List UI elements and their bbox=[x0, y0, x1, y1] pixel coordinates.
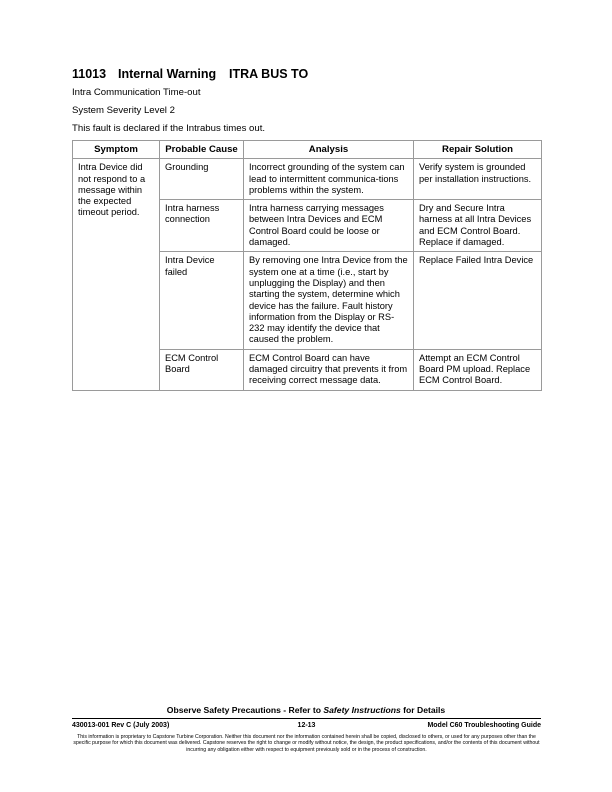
table-header-row bbox=[73, 141, 542, 159]
fault-tag: ITRA BUS TO bbox=[229, 67, 309, 81]
symptom-cell: Intra Device did not respond to a message within the expected timeout period. bbox=[73, 159, 160, 390]
cause-cell: ECM Control Board bbox=[160, 349, 244, 390]
repair-cell: Dry and Secure Intra harness at all Intra Devices and ECM Control Board. Replace if damaged. bbox=[414, 200, 542, 252]
legal-notice: This information is proprietary to Capstone Turbine Corporation. Neither this document nor the information contained herein shall be copied, disclosed to others, or used for any purposes other than the specific purpose for which this document was delivered. Capstone reserves the right to change or modify without notice, the design, the product specifications, and/or the contents of this document without incurring any obligation either with respect to equipment previously sold or in the process of construction. bbox=[73, 734, 540, 753]
analysis-cell: ECM Control Board can have damaged circuitry that prevents it from receiving correct message data. bbox=[244, 349, 414, 390]
repair-cell: Replace Failed Intra Device bbox=[414, 252, 542, 349]
cause-cell: Intra Device failed bbox=[160, 252, 244, 349]
header-analysis: Analysis bbox=[244, 141, 414, 159]
table-row bbox=[73, 159, 542, 200]
repair-cell: Verify system is grounded per installation instructions. bbox=[414, 159, 542, 200]
safety-notice bbox=[0, 705, 612, 715]
fault-description: Intra Communication Time-out bbox=[72, 87, 201, 98]
fault-code: 11013 bbox=[72, 67, 107, 81]
header-symptom: Symptom bbox=[73, 141, 160, 159]
header-repair-solution: Repair Solution bbox=[414, 141, 542, 159]
guide-title: Model C60 Troubleshooting Guide bbox=[427, 722, 541, 729]
cause-cell: Intra harness connection bbox=[160, 200, 244, 252]
page-number: 12-13 bbox=[297, 722, 316, 729]
footer-divider bbox=[72, 718, 541, 719]
cause-cell: Grounding bbox=[160, 159, 244, 200]
severity-level: System Severity Level 2 bbox=[72, 105, 175, 116]
troubleshooting-table bbox=[72, 140, 542, 391]
repair-cell: Attempt an ECM Control Board PM upload. Replace ECM Control Board. bbox=[414, 349, 542, 390]
analysis-cell: Incorrect grounding of the system can lead to intermittent communica-tions problems within the system. bbox=[244, 159, 414, 200]
fault-declaration: This fault is declared if the Intrabus times out. bbox=[72, 123, 266, 134]
safety-prefix: Observe Safety Precautions - Refer to bbox=[166, 705, 324, 715]
analysis-cell: Intra harness carrying messages between Intra Devices and ECM Control Board could be loose or damaged. bbox=[244, 200, 414, 252]
safety-instructions-ref: Safety Instructions bbox=[323, 705, 401, 715]
safety-suffix: for Details bbox=[400, 705, 446, 715]
doc-number: 430013-001 Rev C (July 2003) bbox=[72, 722, 170, 729]
analysis-cell: By removing one Intra Device from the system one at a time (i.e., start by unplugging the Display) and then starting the system, determine which device has the failure. Fault history information from the Display or RS-232 may identify the device that caused the problem. bbox=[244, 252, 414, 349]
fault-heading bbox=[72, 67, 308, 81]
header-probable-cause: Probable Cause bbox=[160, 141, 244, 159]
fault-name: Internal Warning bbox=[118, 67, 217, 81]
